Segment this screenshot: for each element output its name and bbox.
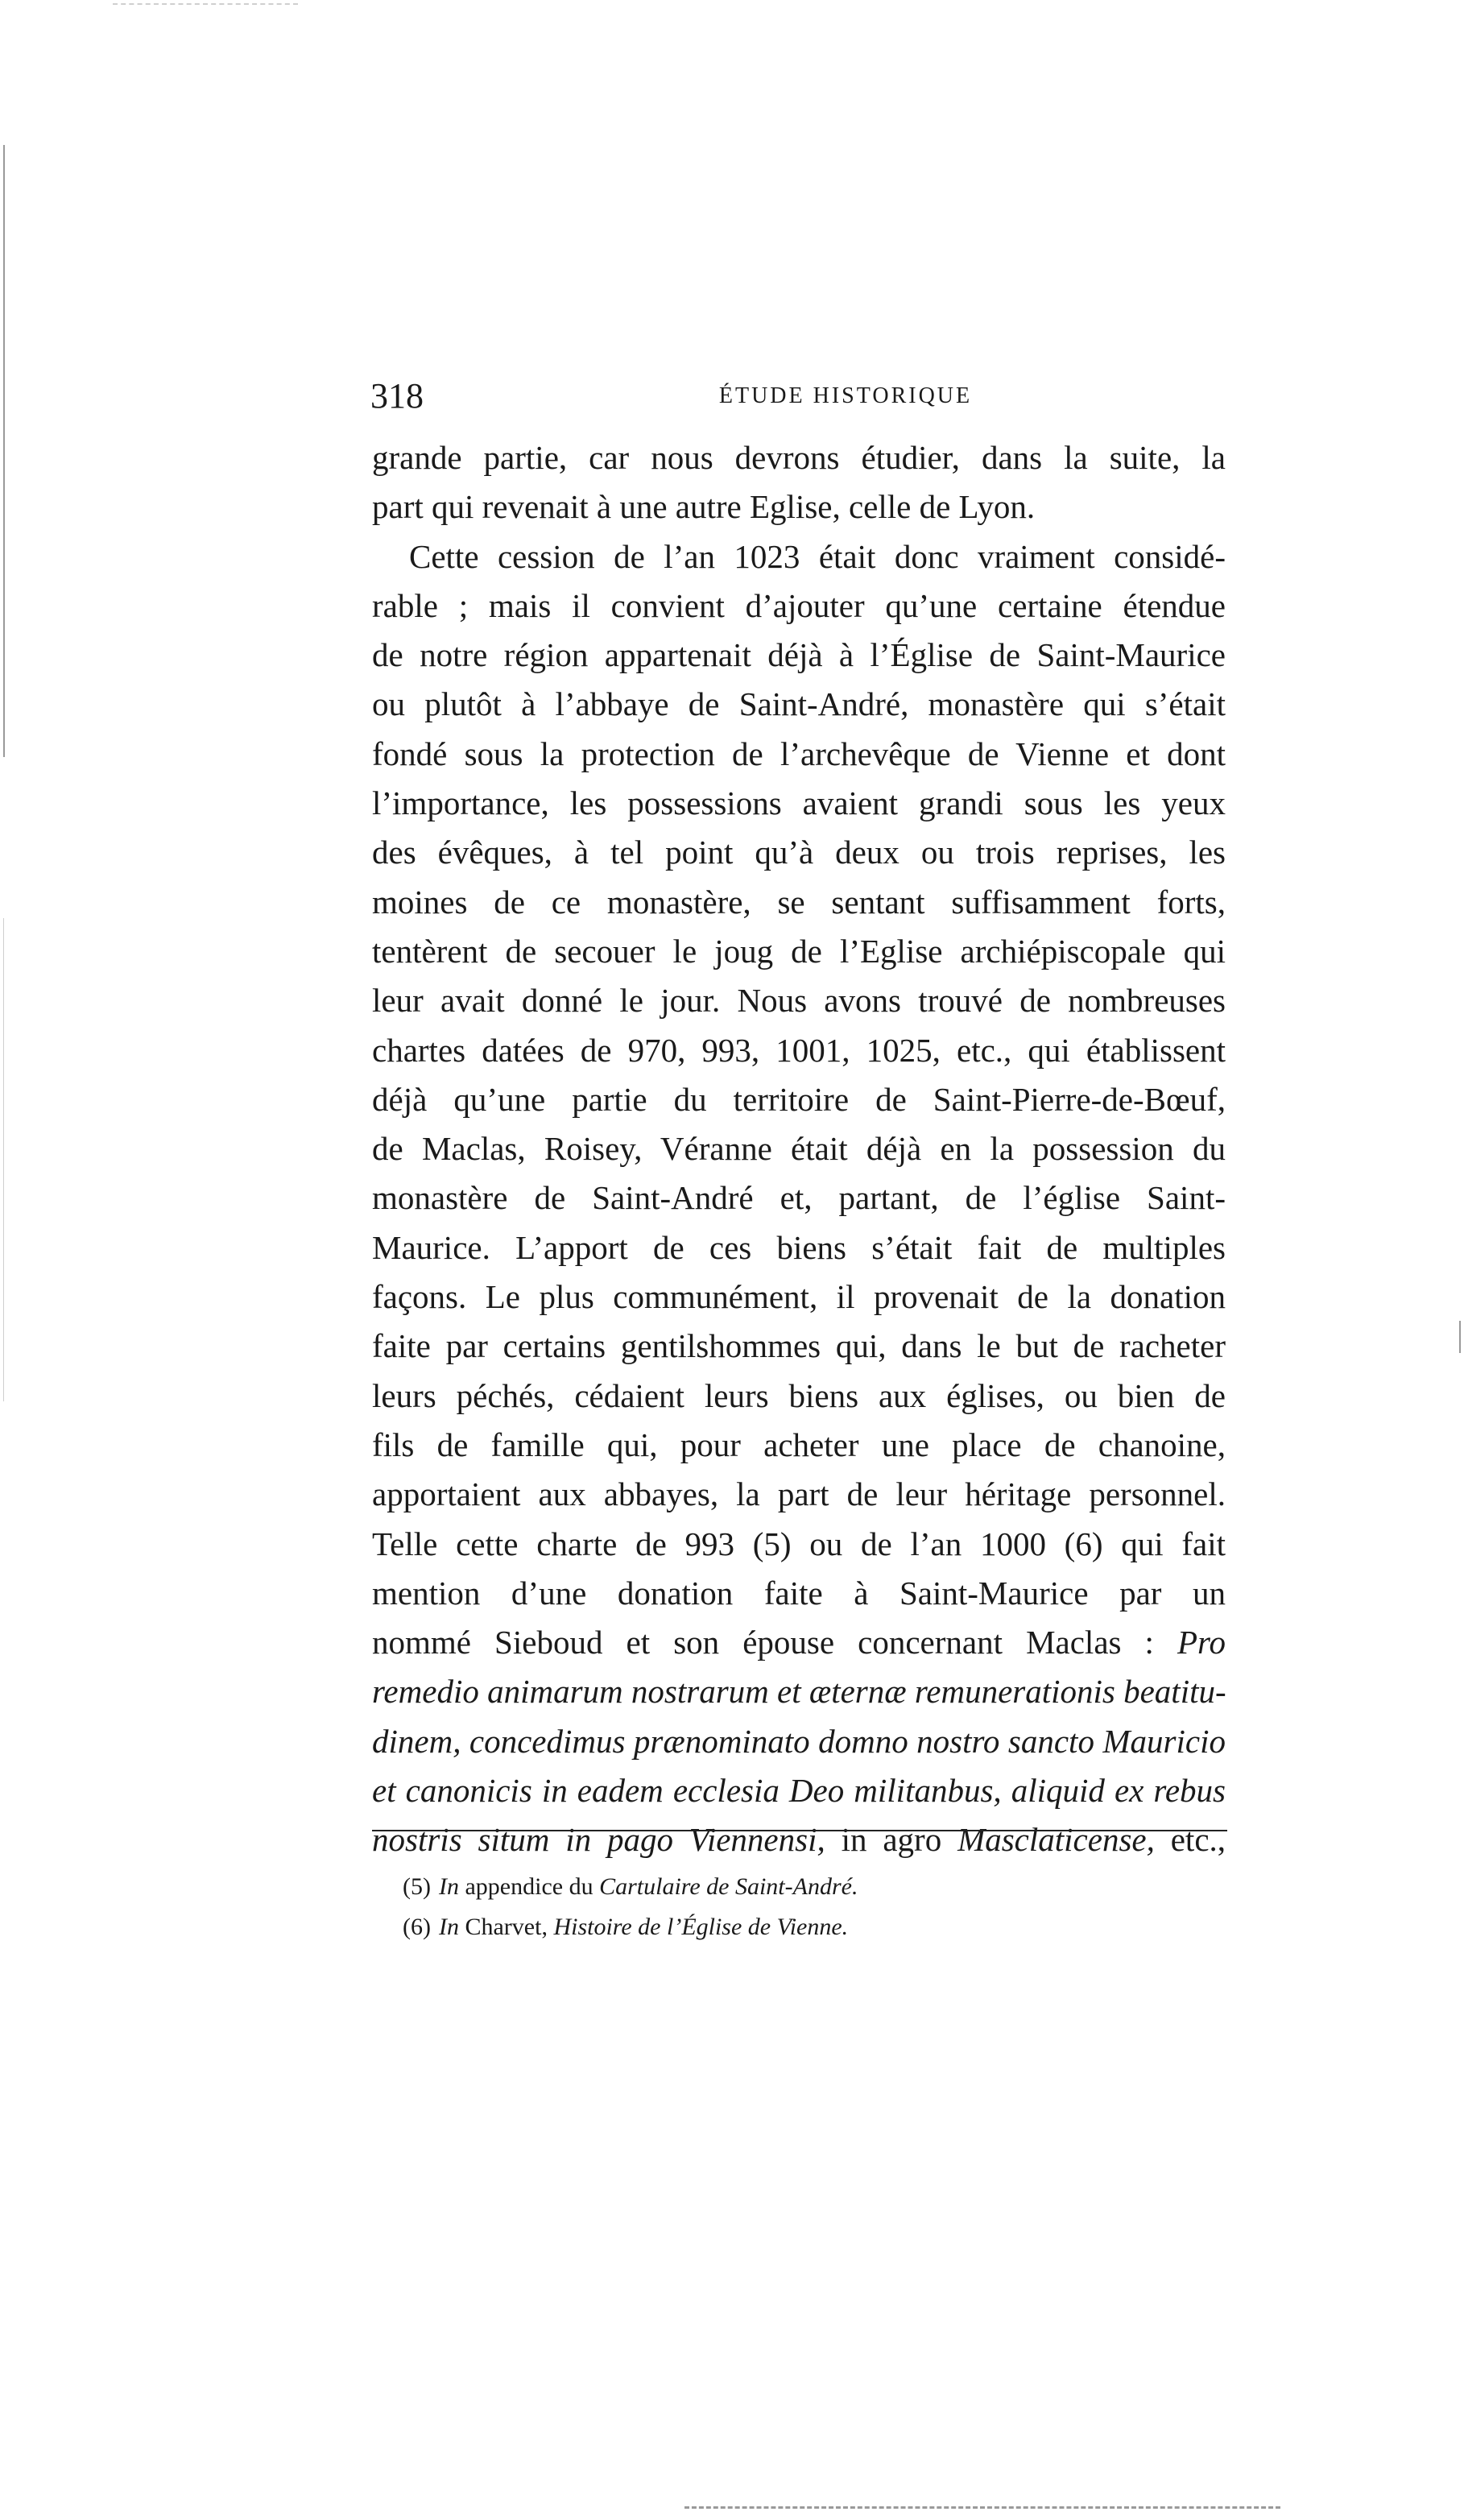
scan-edge-left — [3, 145, 5, 757]
text-line: rable ; mais il convient d’ajouter qu’une certaine étendue — [372, 586, 1226, 624]
text-line: leur avait donné le jour. Nous avons trouvé de nombreuses — [372, 982, 1226, 1020]
latin-quote-line: dinem, concedimus prænominato domno nostro sancto Mauricio — [372, 1722, 1226, 1760]
text-line: tentèrent de secouer le joug de l’Eglise archiépiscopale qui — [372, 932, 1226, 970]
body-text — [372, 433, 1226, 1865]
footnote-text: Charvet, — [465, 1914, 548, 1940]
text-line: Maurice. L’apport de ces biens s’était fait de multiples — [372, 1228, 1226, 1266]
text-line: fondé sous la protection de l’archevêque de Vienne et dont — [372, 734, 1226, 772]
text-line: Cette cession de l’an 1023 était donc vraiment considé- — [409, 537, 1226, 575]
text-line: grande partie, car nous devrons étudier, dans la suite, la — [372, 439, 1226, 476]
running-head: ÉTUDE HISTORIQUE — [718, 383, 973, 408]
footnotes — [403, 1867, 1208, 1947]
latin-quote-line: remedio animarum nostrarum et æternæ remunerationis beatitu- — [372, 1673, 1226, 1711]
latin-quote-part: Masclaticense, — [957, 1821, 1155, 1859]
text-line: de notre région appartenait déjà à l’Église de Saint-Maurice — [372, 636, 1226, 674]
footnote-title: Histoire de l’Église de Vienne. — [553, 1914, 849, 1940]
text-line: ou plutôt à l’abbaye de Saint-André, monastère qui s’était — [372, 685, 1226, 723]
footnote-title: Cartulaire de Saint-André. — [599, 1873, 858, 1900]
text-roman: nommé Sieboud et son épouse concernant Maclas : — [372, 1624, 1154, 1661]
text-line-mixed — [372, 1815, 1226, 1864]
scan-artifact-bottom — [684, 2506, 1280, 2510]
page-number: 318 — [370, 376, 424, 416]
text-line: façons. Le plus communément, il provenait de la donation — [372, 1278, 1226, 1316]
text-line: l’importance, les possessions avaient grandi sous les yeux — [372, 784, 1226, 822]
scan-mark-right — [1459, 1321, 1461, 1353]
page-header — [370, 372, 1232, 420]
text-line-mixed — [372, 1618, 1226, 1667]
text-line: part qui revenait à une autre Eglise, celle de Lyon. — [372, 488, 1036, 526]
text-line: déjà qu’une partie du territoire de Saint-Pierre-de-Bœuf, — [372, 1080, 1226, 1118]
latin-quote-start: Pro — [1177, 1624, 1226, 1661]
scan-artifact-top — [113, 3, 298, 6]
text-line: de Maclas, Roisey, Véranne était déjà en la possession du — [372, 1130, 1226, 1168]
text-line: Telle cette charte de 993 (5) ou de l’an 1000 (6) qui fait — [372, 1525, 1226, 1562]
footnote-number: (5) — [403, 1873, 431, 1900]
text-line: mention d’une donation faite à Saint-Maurice par un — [372, 1574, 1226, 1612]
text-line: chartes datées de 970, 993, 1001, 1025, etc., qui établissent — [372, 1031, 1226, 1069]
text-line: leurs péchés, cédaient leurs biens aux églises, ou bien de — [372, 1376, 1226, 1414]
footnote — [403, 1867, 1208, 1907]
footnote-divider — [372, 1830, 1227, 1831]
text-roman: in agro — [841, 1821, 942, 1859]
text-line: apportaient aux abbayes, la part de leur héritage personnel. — [372, 1475, 1226, 1513]
text-line: monastère de Saint-André et, partant, de l’église Saint- — [372, 1179, 1226, 1217]
footnote-number: (6) — [403, 1914, 431, 1940]
text-roman: etc., — [1170, 1821, 1226, 1859]
latin-quote-line: et canonicis in eadem ecclesia Deo militanbus, aliquid ex rebus — [372, 1772, 1226, 1810]
footnote-prefix: In — [438, 1873, 459, 1900]
scan-edge-left-faint — [3, 918, 4, 1401]
latin-quote-part: nostris situm in pago Viennensi, — [372, 1821, 825, 1859]
text-line: faite par certains gentilshommes qui, dans le but de racheter — [372, 1327, 1226, 1365]
text-line: moines de ce monastère, se sentant suffisamment forts, — [372, 883, 1226, 921]
footnote-prefix: In — [438, 1914, 459, 1940]
text-line: des évêques, à tel point qu’à deux ou trois reprises, les — [372, 834, 1226, 871]
footnote-text: appendice du — [465, 1873, 593, 1900]
footnote — [403, 1907, 1208, 1947]
text-line: fils de famille qui, pour acheter une place de chanoine, — [372, 1426, 1226, 1463]
